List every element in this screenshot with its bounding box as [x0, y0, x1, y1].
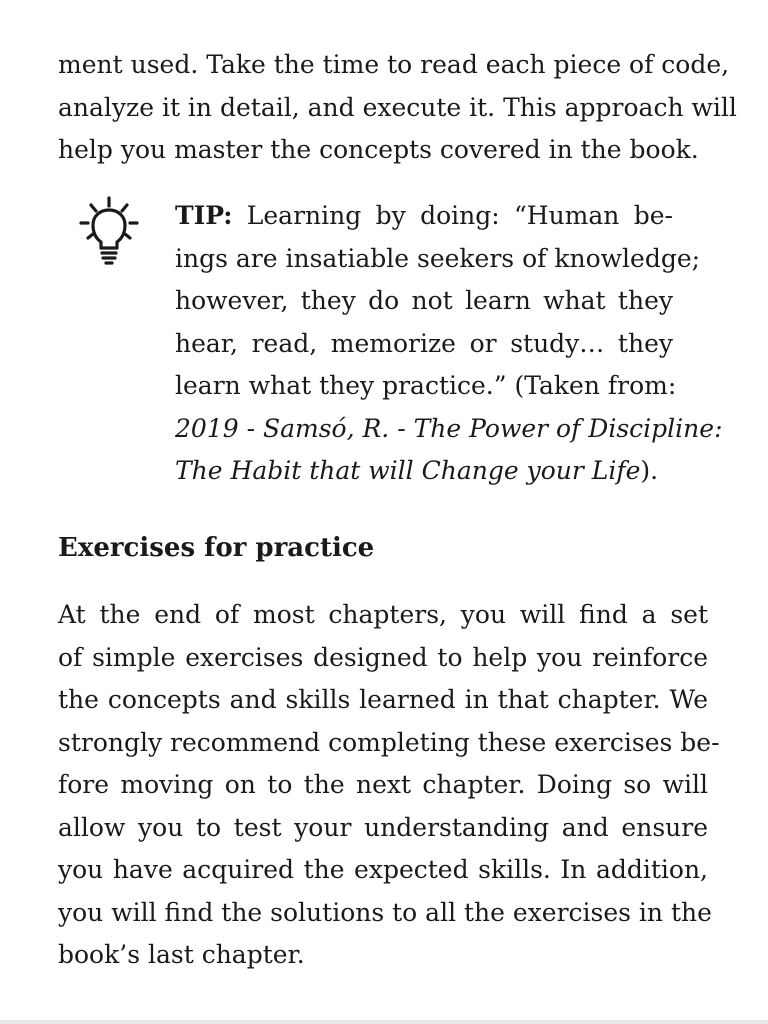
tip-line-text: Learning by doing: “Human be- [232, 201, 673, 230]
intro-line: ment used. Take the time to read each piece of code, [58, 50, 730, 79]
tip-line [175, 195, 673, 238]
body-line: At the end of most chapters, you will find a set [58, 600, 708, 629]
page-bottom-divider [0, 1020, 768, 1024]
intro-paragraph [58, 44, 737, 172]
lightbulb-icon [78, 196, 140, 268]
body-line: fore moving on to the next chapter. Doing so will [58, 770, 708, 799]
intro-line: analyze it in detail, and execute it. This approach will [58, 92, 737, 122]
tip-line: however, they do not learn what they [175, 286, 673, 315]
tip-label: TIP: [175, 201, 233, 230]
tip-box [175, 195, 723, 493]
body-line: the concepts and skills learned in that chapter. We [58, 685, 708, 714]
tip-line: learn what they practice.” (Taken from: [175, 371, 677, 400]
tip-line: hear, read, memorize or study… they [175, 328, 673, 358]
tip-line [175, 450, 673, 493]
body-line: allow you to test your understanding and ensure [58, 812, 708, 842]
tip-citation-end: ). [640, 456, 659, 485]
body-line: of simple exercises designed to help you reinforce [58, 642, 708, 672]
body-line: strongly recommend completing these exercises be- [58, 727, 720, 757]
tip-citation-line: 2019 - Samsó, R. - The Power of Discipline: [175, 413, 723, 443]
body-line: you have acquired the expected skills. In addition, [58, 855, 708, 884]
body-paragraph [58, 594, 720, 977]
body-line: you will find the solutions to all the exercises in the [58, 897, 712, 927]
tip-citation-title: The Habit that will Change your Life [175, 456, 641, 485]
intro-line: help you master the concepts covered in the book. [58, 135, 699, 164]
section-heading: Exercises for practice [58, 533, 375, 563]
body-line: book’s last chapter. [58, 940, 305, 969]
tip-line: ings are insatiable seekers of knowledge; [175, 243, 701, 273]
